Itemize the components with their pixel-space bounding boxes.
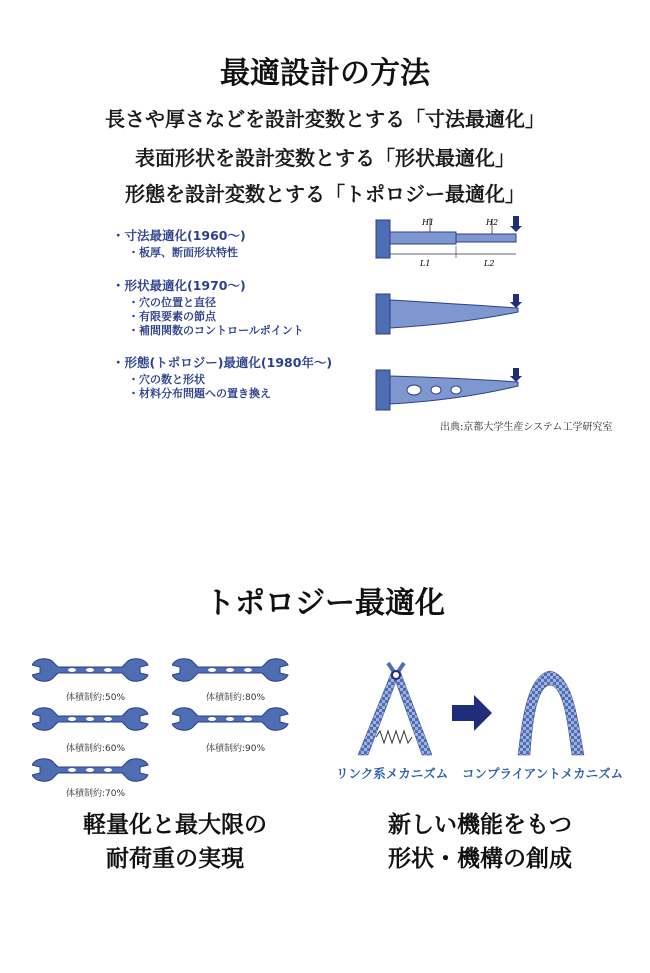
page-title: 最適設計の方法 — [220, 56, 430, 91]
size-optimization-beam — [376, 216, 522, 268]
section-title: トポロジー最適化 — [205, 586, 445, 621]
caption-line: 耐荷重の実現 — [106, 846, 244, 872]
beam-diagrams — [370, 212, 530, 412]
compliant-mechanism — [518, 671, 584, 755]
wrench-caption: 体積制約:80% — [206, 693, 266, 703]
subtitle-shape-optimization: 表面形状を設計変数とする「形状最適化」 — [135, 146, 515, 170]
method-item: ・補間関数のコントロールポイント — [128, 324, 304, 337]
link-mechanism — [358, 663, 432, 755]
beam-label-h1: H1 — [422, 218, 435, 227]
caption-line: 新しい機能をもつ — [388, 812, 572, 838]
wrench-caption: 体積制約:90% — [206, 744, 266, 754]
wrench-90 — [172, 706, 292, 734]
method-item: ・穴の位置と直径 — [128, 296, 216, 309]
compliant-mechanism-label: コンプライアントメカニズム — [462, 766, 624, 781]
subtitle-size-optimization: 長さや厚さなどを設計変数とする「寸法最適化」 — [105, 107, 545, 131]
method-heading-shape: ・形状最適化(1970～) — [112, 278, 246, 293]
wrench-60 — [32, 706, 152, 734]
caption-line: 軽量化と最大限の — [83, 812, 267, 838]
beam-label-l1: L1 — [420, 259, 431, 268]
wrench-50 — [32, 657, 152, 685]
shape-optimization-beam — [376, 294, 522, 334]
link-mechanism-label: リンク系メカニズム — [336, 766, 449, 781]
method-heading-size: ・寸法最適化(1960～) — [112, 228, 246, 243]
topology-optimization-beam — [376, 368, 522, 410]
wrench-80 — [172, 657, 292, 685]
method-item: ・材料分布問題への置き換え — [128, 387, 271, 400]
method-item: ・板厚、断面形状特性 — [128, 246, 238, 259]
method-heading-topology: ・形態(トポロジー)最適化(1980年～) — [112, 355, 333, 370]
wrench-70 — [32, 757, 152, 785]
source-credit: 出典:京都大学生産システム工学研究室 — [440, 422, 613, 433]
beam-label-h2: H2 — [486, 218, 499, 227]
method-item: ・穴の数と形状 — [128, 373, 205, 386]
subtitle-topology-optimization: 形態を設計変数とする「トポロジー最適化」 — [125, 182, 525, 206]
wrench-caption: 体積制約:60% — [66, 744, 126, 754]
method-item: ・有限要素の節点 — [128, 310, 216, 323]
wrench-caption: 体積制約:50% — [66, 693, 126, 703]
mechanism-diagram — [340, 655, 610, 759]
arrow-icon — [452, 695, 492, 731]
wrench-caption: 体積制約:70% — [66, 789, 126, 799]
caption-line: 形状・機構の創成 — [388, 846, 572, 872]
lightweight-caption — [40, 808, 310, 876]
beam-label-l2: L2 — [484, 259, 495, 268]
new-function-caption — [340, 808, 620, 876]
